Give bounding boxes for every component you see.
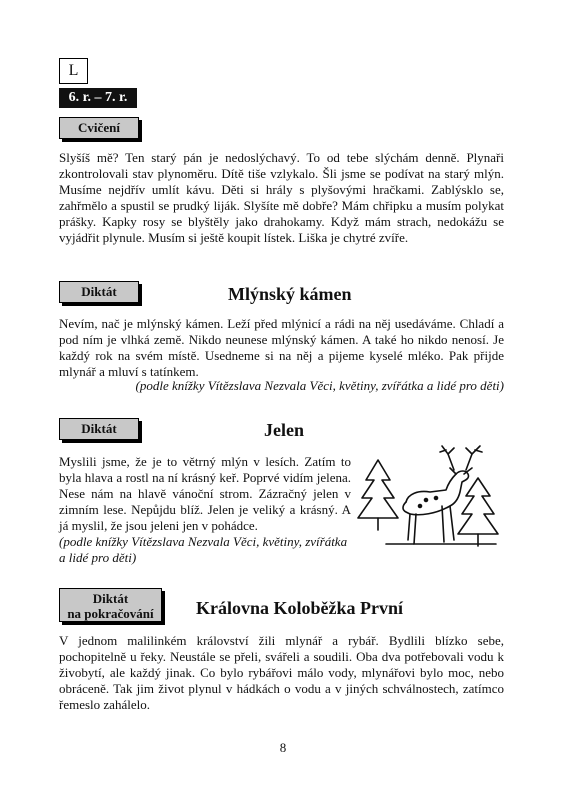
- grade-badge: 6. r. – 7. r.: [59, 88, 137, 108]
- dictation-2-title: Jelen: [264, 420, 304, 440]
- deer-in-forest-icon: [356, 440, 506, 552]
- dictation-2-text: Myslili jsme, že je to větrný mlýn v lesích. Zatím to byla hlava a rostl na ní krásný keř. Poprvé vidím jelena. Nese nám na hlavě vánoční strom. Zázračný jelen v zimním lese. Nepůjdu blíž. Jelen je veliký a krásný. A já myslil, že jsou jeleni jen v pohádce.: [59, 454, 351, 533]
- dictation-1-title: Mlýnský kámen: [228, 284, 352, 304]
- page-number: 8: [279, 740, 287, 755]
- section-label-dictation-1: Diktát: [59, 281, 139, 303]
- exercise-text: Slyšíš mě? Ten starý pán je nedoslýchavý. To od tebe slýchám denně. Plynaři zkontrolovali stav plynoměru. Dítě tiše vzlykalo. Šli jsme se podívat na starý mlýn. Musíme nejdřív umlít kávu. Děti si hrály s plyšovými hračkami. Zablýsklo se, zahřmělo a spustil se prudký liják. Slyšíte mě dobře? Mám chřipku a musím polykat prášky. Kapky rosy se blyštěly jako drahokamy. Když mám strach, nedokážu se vyjádřit plynule. Musím si ještě koupit lístek. Liška je chytré zvíře.: [59, 150, 504, 245]
- dictation-2-citation: (podle knížky Vítězslava Nezvala Věci, květiny, zvířátka a lidé pro děti): [59, 534, 348, 565]
- level-letter-box: L: [59, 58, 88, 84]
- continued-dictation-label-line2: na pokračování: [67, 606, 154, 621]
- dictation-3-title: Královna Koloběžka První: [196, 598, 403, 618]
- section-label-exercise: Cvičení: [59, 117, 139, 139]
- section-label-continued-dictation: [59, 588, 162, 622]
- dictation-1-text: Nevím, nač je mlýnský kámen. Leží před mlýnicí a rádi na něj usedáváme. Chladí a pod ním je vlhká země. Nikdo neunese mlýnský kámen. A také ho nikdo nenosí. Je každý rok na svém místě. Usedneme si na něj a pijeme kyselé mléko. Pak přijde mlynář a mluví s tatínkem.: [59, 316, 504, 379]
- dictation-3-text: V jednom malilinkém království žili mlynář a rybář. Bydlili blízko sebe, pochopitelně u řeky. Neustále se přeli, svářeli a soudili. Oba dva potřebovali vodu k živobytí, ale každý jinak. Co bylo rybářovi málo vody, mlynářovi bylo moc, nebo obráceně. Tak jim život plynul v hádkách o vodu a v jiných schválnostech, zatímco řemeslo zahálelo.: [59, 633, 504, 712]
- section-label-dictation-2: Diktát: [59, 418, 139, 440]
- continued-dictation-label-line1: Diktát: [92, 591, 129, 606]
- dictation-1-citation: (podle knížky Vítězslava Nezvala Věci, květiny, zvířátka a lidé pro děti): [135, 378, 504, 393]
